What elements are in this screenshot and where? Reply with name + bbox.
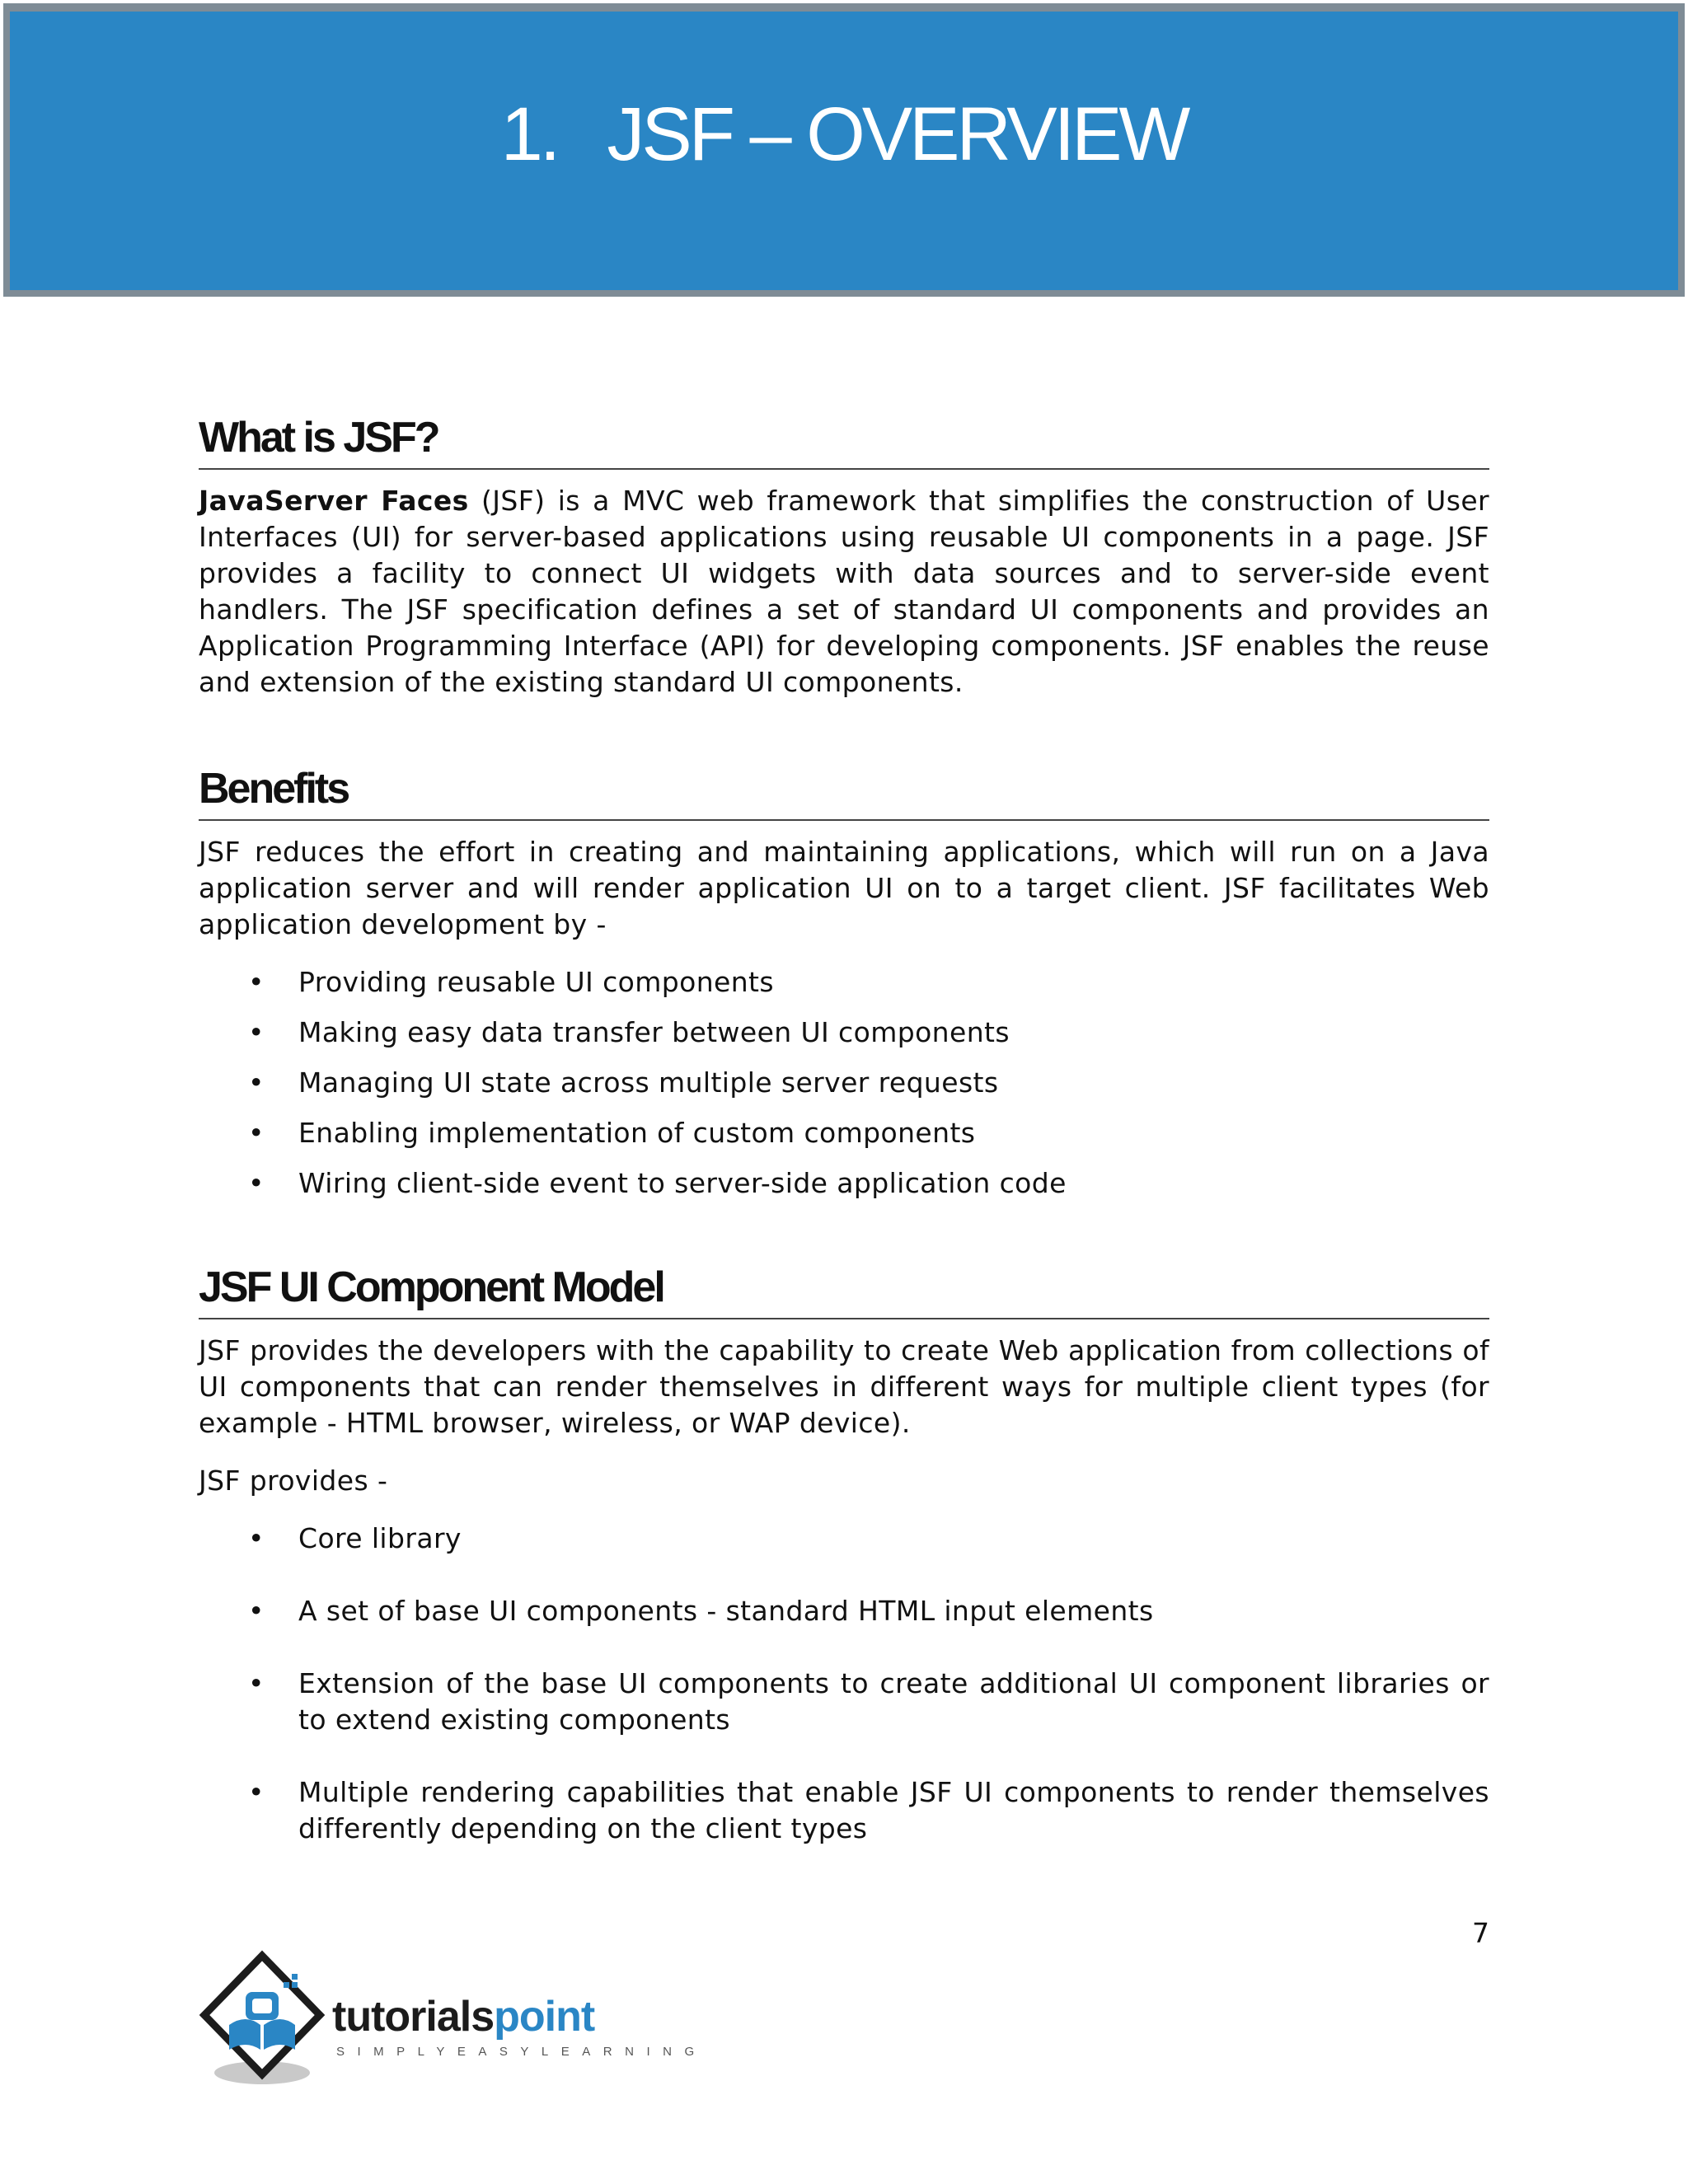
benefits-list [199, 964, 1489, 1202]
page-number: 7 [1472, 1917, 1489, 1949]
logo-tagline: SIMPLYEASYLEARNING [336, 2045, 707, 2059]
list-item: • Enabling implementation of custom components [199, 1115, 1489, 1151]
bullet-icon: • [248, 1117, 265, 1149]
list-item: • Multiple rendering capabilities that enable JSF UI components to render themselves differently depending on the client types [248, 1776, 1489, 1844]
paragraph-benefits-intro: JSF reduces the effort in creating and maintaining applications, which will run on a Java application server and will render application UI on to a target client. JSF facilitates Web application development by - [199, 836, 1489, 940]
bullet-icon: • [248, 1595, 265, 1627]
heading-jsf-ui-component-model: JSF UI Component Model [199, 1262, 1489, 1319]
list-item: • A set of base UI components - standard HTML input elements [199, 1593, 1489, 1629]
bold-lead-javaserver-faces: JavaServer Faces [199, 485, 469, 517]
bullet-icon: • [248, 1167, 265, 1199]
tutorialspoint-logo [198, 1949, 707, 2093]
model-provides-list [199, 1521, 1489, 1847]
paragraph-jsf-provides: JSF provides - [199, 1465, 388, 1497]
list-item: • Core library [199, 1521, 1489, 1557]
bullet-icon: • [248, 1667, 265, 1699]
list-item: • Wiring client-side event to server-side application code [199, 1165, 1489, 1202]
chapter-title-text: JSF – OVERVIEW [607, 91, 1188, 176]
bullet-icon: • [248, 1066, 265, 1099]
list-item: • Extension of the base UI components to create additional UI component libraries or to extend existing components [248, 1667, 1489, 1736]
paragraph-what-text: (JSF) is a MVC web framework that simplifies the construction of User Interfaces (UI) for server-based applications using reusable UI components in a page. JSF provides a facility to connect UI widgets with data sources and to server-side event handlers. The JSF specification defines a set of standard UI components and provides an Application Programming Interface (API) for developing components. JSF enables the reuse and extension of the existing standard UI components. [199, 485, 1489, 698]
bullet-icon: • [248, 1776, 265, 1808]
heading-benefits: Benefits [199, 763, 1489, 821]
list-item: • Providing reusable UI components [199, 964, 1489, 1001]
bullet-icon: • [248, 966, 265, 998]
heading-what-is-jsf: What is JSF? [199, 412, 1489, 470]
list-item: • Managing UI state across multiple server requests [199, 1065, 1489, 1101]
chapter-number: 1. [500, 91, 558, 176]
list-item: • Making easy data transfer between UI components [199, 1015, 1489, 1051]
bullet-icon: • [248, 1016, 265, 1048]
paragraph-what-is-jsf [199, 483, 1489, 701]
chapter-banner [3, 3, 1685, 297]
logo-wordmark: tutorialspoint [332, 1993, 595, 2041]
chapter-title [501, 91, 1188, 178]
paragraph-model-intro: JSF provides the developers with the capability to create Web application from collections of UI components that can render themselves in different ways for multiple client types (for example - HTML browser, wireless, or WAP device). [199, 1334, 1489, 1439]
page-content [199, 412, 1489, 1883]
bullet-icon: • [248, 1522, 265, 1554]
tutorialspoint-diamond-logo-icon [198, 1949, 330, 2093]
